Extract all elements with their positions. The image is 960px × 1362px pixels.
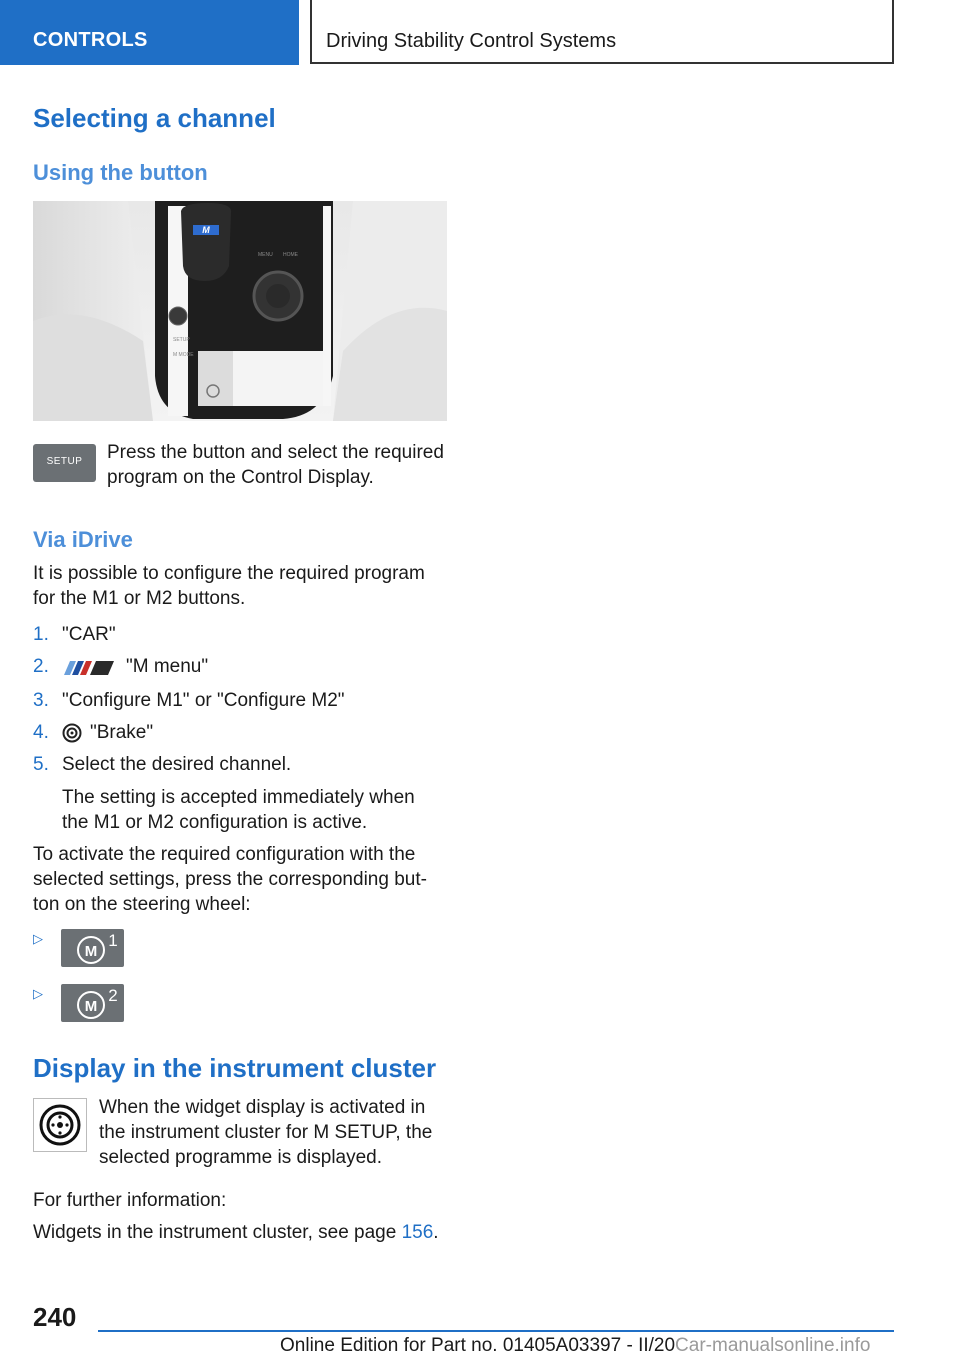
m1-digit: 1 <box>108 931 118 950</box>
step-text: "M menu" <box>126 656 209 677</box>
activate-line3: ton on the steering wheel: <box>33 894 251 915</box>
page-number: 240 <box>33 1302 77 1332</box>
svg-text:HOME: HOME <box>283 252 298 258</box>
bullet-marker: ▷ <box>33 931 43 946</box>
svg-text:SETUP: SETUP <box>173 337 190 343</box>
bullet-marker: ▷ <box>33 986 43 1001</box>
m1-button-icon <box>61 929 124 967</box>
chapter-tab <box>310 0 894 64</box>
m2-digit: 2 <box>108 986 118 1005</box>
page-link-156[interactable]: 156 <box>401 1222 434 1243</box>
setup-caption-line2: program on the Control Display. <box>107 467 374 488</box>
step-text: "Brake" <box>90 722 154 743</box>
footer-divider <box>98 1330 894 1332</box>
footer-edition <box>280 1335 870 1357</box>
idrive-intro-line1: It is possible to configure the required program <box>33 563 425 584</box>
brake-icon <box>62 723 82 743</box>
step-number: 3. <box>33 690 49 711</box>
section-title: CONTROLS <box>33 29 148 51</box>
cluster-line3: selected programme is displayed. <box>99 1147 383 1168</box>
heading-display-cluster: Display in the instrument cluster <box>33 1053 437 1083</box>
activate-line2: selected settings, press the corresponding but- <box>33 869 427 890</box>
section-tab <box>0 0 299 65</box>
m2-letter: M <box>84 998 98 1015</box>
m1-letter: M <box>84 943 98 960</box>
m-logo-icon <box>62 659 116 677</box>
heading-selecting-channel: Selecting a channel <box>33 103 276 133</box>
cluster-line1: When the widget display is activated in <box>99 1097 426 1118</box>
svg-text:M: M <box>202 225 210 235</box>
cluster-brake-widget-icon <box>33 1098 87 1152</box>
cluster-line2: the instrument cluster for M SETUP, the <box>99 1122 433 1143</box>
step-text: "CAR" <box>62 624 116 645</box>
svg-text:MENU: MENU <box>258 252 273 258</box>
setup-button-label: SETUP <box>46 456 83 467</box>
step-number: 2. <box>33 656 49 677</box>
m2-button-icon <box>61 984 124 1022</box>
heading-via-idrive: Via iDrive <box>33 527 133 552</box>
further-info-widgets <box>33 1220 439 1245</box>
step-number: 1. <box>33 624 49 645</box>
step-number: 5. <box>33 754 49 775</box>
footer-watermark: Car-manualsonline.info <box>675 1335 871 1356</box>
activate-line1: To activate the required configuration with the <box>33 844 416 865</box>
svg-text:M MODE: M MODE <box>173 352 194 358</box>
further-info-label: For further information: <box>33 1190 227 1211</box>
reference-period: . <box>433 1222 439 1243</box>
step5-note-line2: the M1 or M2 configuration is active. <box>62 812 368 833</box>
step-number: 4. <box>33 722 49 743</box>
widgets-reference-text: Widgets in the instrument cluster, see page <box>33 1222 402 1243</box>
idrive-intro-line2: for the M1 or M2 buttons. <box>33 588 246 609</box>
step-text: Select the desired channel. <box>62 754 292 775</box>
heading-using-button: Using the button <box>33 160 208 185</box>
step5-note-line1: The setting is accepted immediately when <box>62 787 415 808</box>
step-text: "Configure M1" or "Configure M2" <box>62 690 345 711</box>
setup-caption-line1: Press the button and select the required <box>107 442 444 463</box>
center-console-photo <box>33 201 447 421</box>
footer-edition-text: Online Edition for Part no. 01405A03397 - II/20 <box>280 1335 676 1356</box>
chapter-title: Driving Stability Control Systems <box>326 30 617 52</box>
setup-button-icon <box>33 444 96 482</box>
